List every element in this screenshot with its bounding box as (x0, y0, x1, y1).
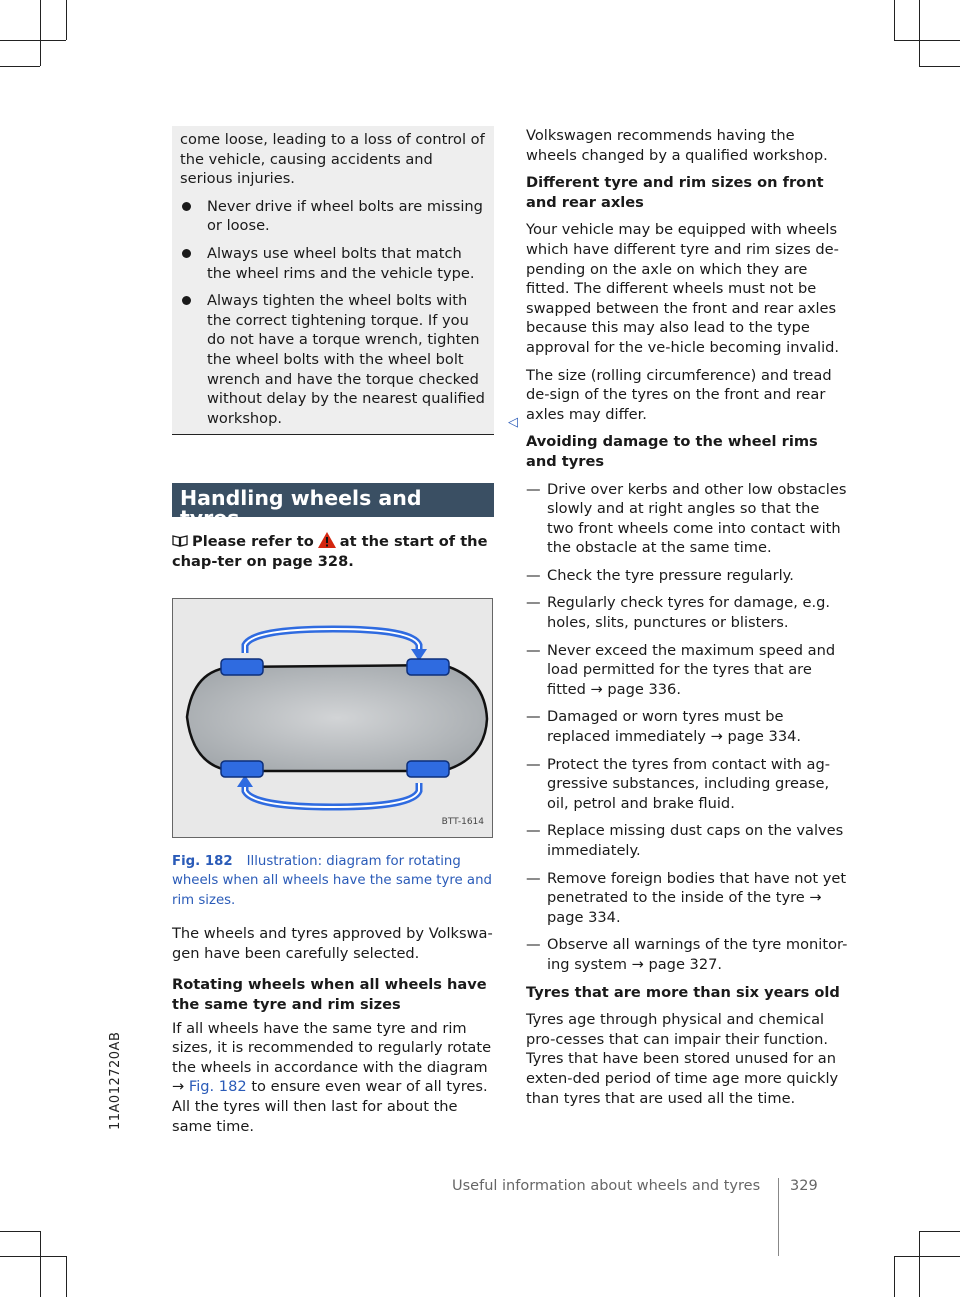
crop-mark (0, 66, 40, 67)
book-icon (172, 535, 188, 547)
warning-bullet: Always use wheel bolts that match the wheel rims and the vehicle type. (180, 244, 486, 283)
crop-mark (66, 0, 67, 40)
figure-number: Fig. 182 (172, 853, 233, 869)
figure-link[interactable]: Fig. 182 (188, 1078, 247, 1096)
crop-mark (894, 0, 895, 40)
bullet-icon (182, 202, 191, 211)
figure-caption: Fig. 182 Illustration: diagram for rotating wheels when all wheels have the same tyre and rim sizes. (172, 853, 492, 908)
dash-icon: — (526, 755, 541, 773)
refer-note: Please refer to at the start of the chap-ter on page 328. (172, 533, 488, 570)
warning-triangle-icon (317, 531, 337, 549)
section-title: Handling wheels and tyres (172, 483, 494, 517)
crop-mark (0, 40, 66, 41)
tyre-rear-left (221, 761, 263, 777)
paragraph: Your vehicle may be equipped with wheels which have different tyre and rim sizes de-pending on the axle on which they are fitted. The different wheels must not be swapped between the front and rear axles because this may also lead to the type approval for the ve-hicle becoming invalid. (526, 221, 840, 356)
arrow-icon: → (172, 1078, 185, 1096)
dash-icon: — (526, 566, 541, 584)
document-code: 11A012720AB (108, 1031, 123, 1130)
list-item: — Regularly check tyres for damage, e.g. holes, slits, punctures or blisters. (526, 594, 831, 632)
crop-mark (0, 1256, 66, 1257)
paragraph: The wheels and tyres approved by Volkswa-gen have been carefully selected. (172, 925, 493, 962)
wheel-rotation-figure (172, 598, 493, 838)
tyre-rear-right (407, 761, 449, 777)
dash-icon: — (526, 936, 541, 954)
dash-icon: — (526, 594, 541, 612)
footer-divider (778, 1178, 779, 1256)
subheading: Avoiding damage to the wheel rims and tyres (526, 433, 818, 470)
paragraph: Tyres age through physical and chemical pro-cesses that can impair their function. Tyres that have been stored unused for an exten-ded period of time age more quickly than tyres that are used all the time. (526, 1011, 839, 1107)
crop-mark (894, 1256, 960, 1257)
wheel-rotation-diagram (173, 599, 492, 837)
subheading: Rotating wheels when all wheels have the same tyre and rim sizes (172, 976, 487, 1014)
crop-mark (40, 1231, 41, 1297)
list-item: — Protect the tyres from contact with ag-gressive substances, including grease, oil, petrol and brake fluid. (526, 755, 831, 812)
list-item: — Drive over kerbs and other low obstacles slowly and at right angles so that the two front wheels come into contact with the obstacle at the same time. (526, 480, 847, 557)
crop-mark (919, 0, 920, 66)
subheading: Tyres that are more than six years old (526, 983, 840, 1001)
warning-intro: come loose, leading to a loss of control of the vehicle, causing accidents and serious injuries. (180, 131, 485, 188)
car-body (187, 665, 487, 771)
crop-mark (40, 0, 41, 66)
crop-mark (919, 66, 960, 67)
list-item: — Remove foreign bodies that have not yet penetrated to the inside of the tyre → page 334. (526, 869, 847, 926)
footer-section-title: Useful information about wheels and tyres (452, 1178, 761, 1194)
paragraph: Volkswagen recommends having the wheels changed by a qualified workshop. (526, 127, 828, 164)
tyre-front-right (407, 659, 449, 675)
list-item: — Never exceed the maximum speed and load permitted for the tyres that are fitted → page 336. (526, 641, 836, 698)
tyre-front-left (221, 659, 263, 675)
list-item: — Damaged or worn tyres must be replaced immediately → page 334. (526, 708, 802, 746)
list-item: — Replace missing dust caps on the valves immediately. (526, 822, 844, 859)
crop-mark (919, 1231, 960, 1232)
bullet-icon (182, 249, 191, 258)
figure-code: BTT-1614 (441, 816, 484, 827)
warning-box (172, 126, 518, 435)
paragraph: The size (rolling circumference) and tread de-sign of the tyres on the front and rear axles may differ. (526, 366, 832, 423)
list-item: — Observe all warnings of the tyre monitor-ing system → page 327. (526, 936, 848, 973)
crop-mark (894, 40, 960, 41)
crop-mark (0, 1231, 40, 1232)
list-item: — Check the tyre pressure regularly. (526, 566, 794, 584)
end-of-section-icon: ◁ (508, 414, 518, 430)
dash-icon: — (526, 641, 541, 659)
crop-mark (894, 1256, 895, 1297)
bullet-icon (182, 296, 191, 305)
left-column (172, 126, 518, 1136)
dash-icon: — (526, 822, 541, 840)
warning-bullet: Always tighten the wheel bolts with the correct tightening torque. If you do not have a torque wrench, tighten the wheel bolts with the wheel bolt wrench and have the torque checked without delay by the nearest qualified workshop. (180, 291, 486, 428)
dash-icon: — (526, 480, 541, 498)
page-number: 329 (790, 1178, 818, 1194)
crop-mark (66, 1256, 67, 1297)
paragraph: If all wheels have the same tyre and rim sizes, it is recommended to regularly rotate the wheels in accordance with the diagram → Fig. 182 to ensure even wear of all tyres. All the tyres will then last for about the same time. (172, 1019, 492, 1135)
warning-bullet: Never drive if wheel bolts are missing or loose. (180, 197, 486, 236)
subheading: Different tyre and rim sizes on front and rear axles (526, 174, 824, 211)
right-column (526, 126, 848, 1116)
dash-icon: — (526, 708, 541, 726)
dash-icon: — (526, 869, 541, 887)
crop-mark (919, 1231, 920, 1297)
